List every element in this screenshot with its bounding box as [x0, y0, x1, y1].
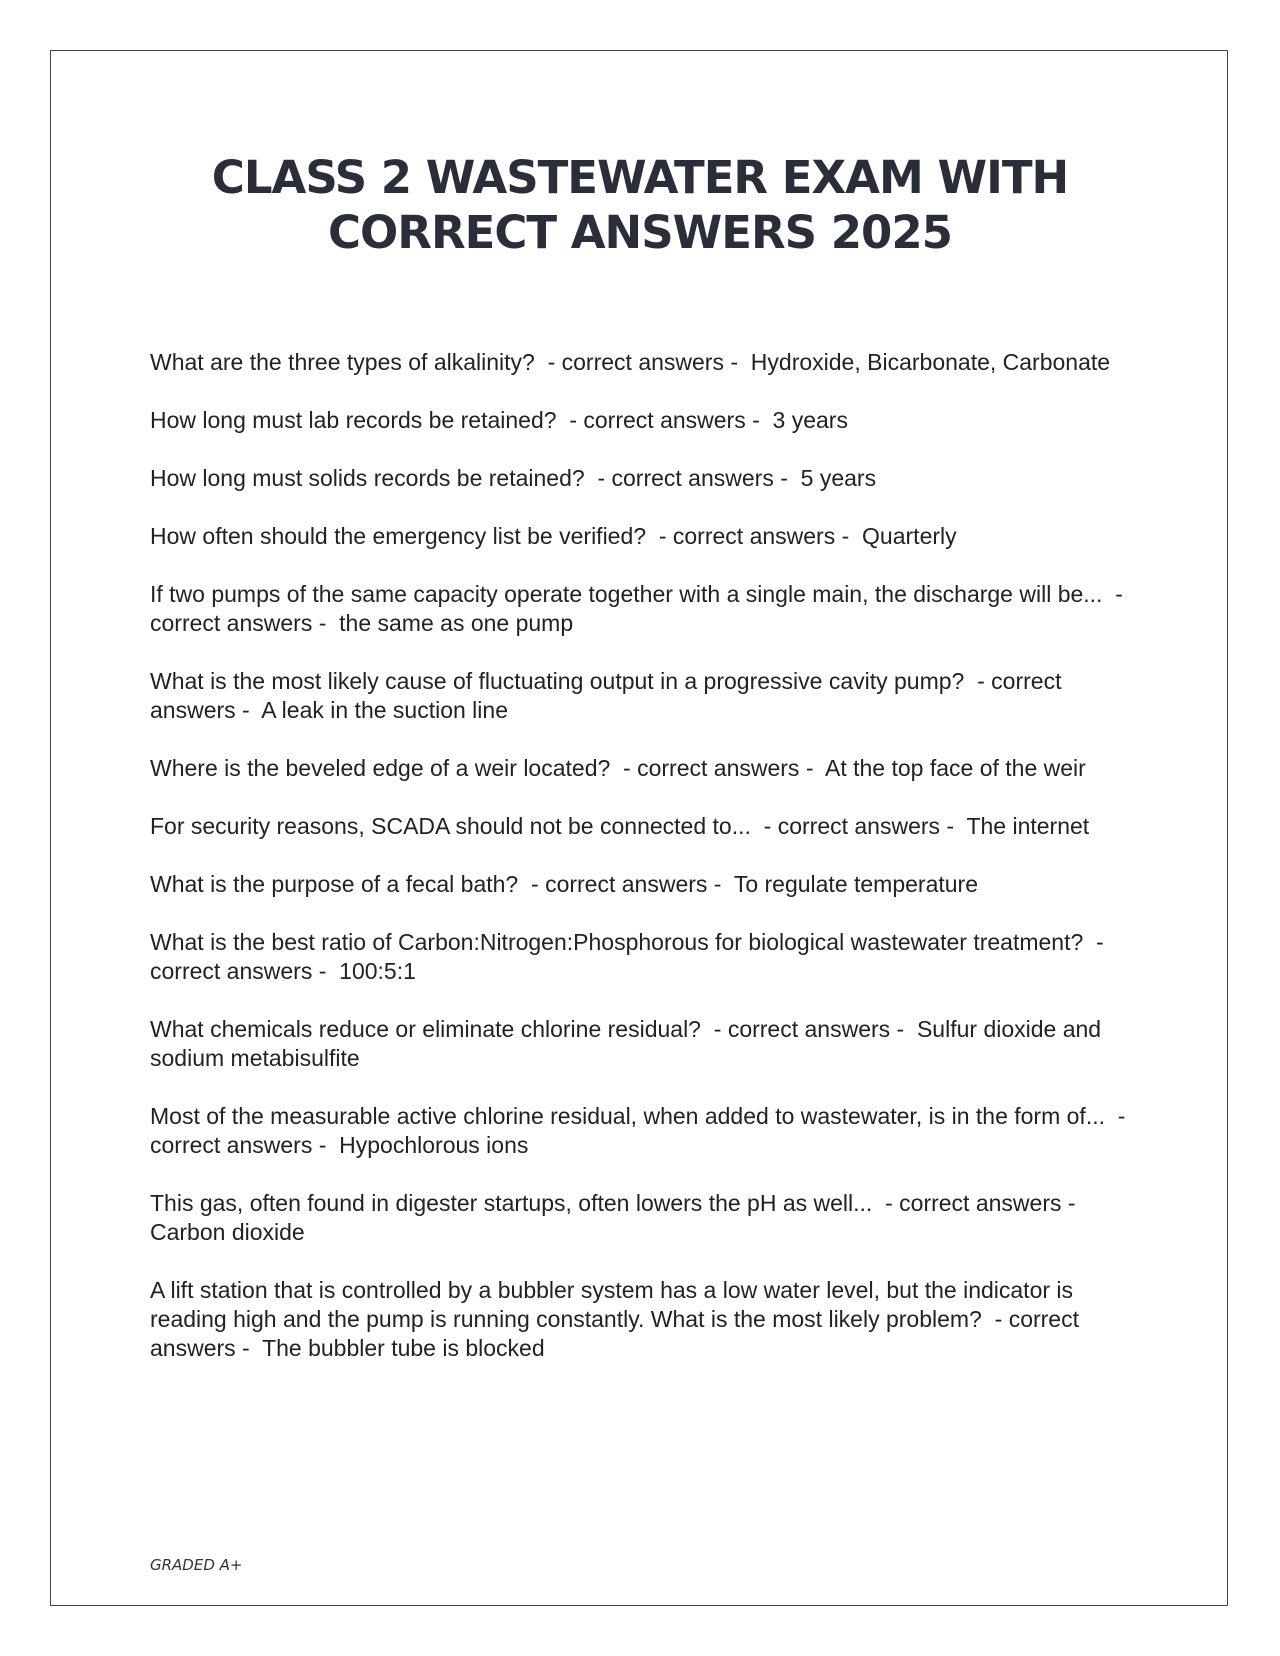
answer-text: Quarterly — [862, 523, 957, 549]
title-line-1: CLASS 2 WASTEWATER EXAM WITH — [211, 151, 1069, 204]
qa-item — [150, 1276, 1135, 1363]
qa-item — [150, 580, 1135, 638]
question-text: How long must lab records be retained? — [150, 407, 557, 433]
qa-item — [150, 1102, 1135, 1160]
question-text: What is the purpose of a fecal bath? — [150, 871, 519, 897]
question-text: A lift station that is controlled by a bubbler system has a low water level, but the indicator is reading high and the pump is running constantly. What is the most likely problem? — [150, 1277, 1080, 1332]
answer-text: A leak in the suction line — [261, 697, 508, 723]
answer-text: Sulfur dioxide and sodium metabisulfite — [150, 1016, 1108, 1071]
answer-text: The internet — [966, 813, 1090, 839]
qa-item — [150, 754, 1135, 783]
answer-separator: - correct answers - — [150, 1103, 1132, 1158]
qa-list — [150, 348, 1135, 1392]
answer-text: Hypochlorous ions — [339, 1132, 529, 1158]
answer-text: 5 years — [800, 465, 877, 491]
qa-item — [150, 928, 1135, 986]
question-text: What is the most likely cause of fluctuating output in a progressive cavity pump? — [150, 668, 965, 694]
answer-text: The bubbler tube is blocked — [262, 1335, 545, 1361]
qa-item — [150, 522, 1135, 551]
answer-separator: - correct answers - — [750, 813, 967, 839]
qa-item — [150, 812, 1135, 841]
title-line-2: CORRECT ANSWERS 2025 — [328, 206, 952, 259]
qa-item — [150, 1189, 1135, 1247]
answer-text: At the top face of the weir — [825, 755, 1086, 781]
question-text: What chemicals reduce or eliminate chlorine residual? — [150, 1016, 701, 1042]
answer-separator: - correct answers - — [150, 581, 1130, 636]
answer-separator: - correct answers - — [556, 407, 773, 433]
answer-text: the same as one pump — [339, 610, 574, 636]
question-text: If two pumps of the same capacity operate together with a single main, the discharge will be... — [150, 581, 1103, 607]
answer-text: 100:5:1 — [339, 958, 416, 984]
answer-separator: - correct answers - — [700, 1016, 917, 1042]
qa-item — [150, 348, 1135, 377]
question-text: How often should the emergency list be verified? — [150, 523, 647, 549]
question-text: For security reasons, SCADA should not be connected to... — [150, 813, 751, 839]
answer-separator: - correct answers - — [150, 1306, 1086, 1361]
document-title — [100, 150, 1180, 260]
answer-separator: - correct answers - — [518, 871, 734, 897]
answer-separator: - correct answers - — [150, 929, 1111, 984]
answer-separator: - correct answers - — [872, 1190, 1089, 1216]
question-text: What is the best ratio of Carbon:Nitrogen:Phosphorous for biological wastewater treatment? — [150, 929, 1084, 955]
question-text: This gas, often found in digester startups, often lowers the pH as well... — [150, 1190, 873, 1216]
answer-separator: - correct answers - — [646, 523, 863, 549]
answer-text: 3 years — [772, 407, 848, 433]
qa-item — [150, 870, 1135, 899]
qa-item — [150, 406, 1135, 435]
answer-text: Carbon dioxide — [150, 1219, 305, 1245]
footer-grade: GRADED A+ — [150, 1556, 243, 1574]
question-text: How long must solids records be retained? — [150, 465, 585, 491]
answer-separator: - correct answers - — [584, 465, 801, 491]
answer-separator: - correct answers - — [610, 755, 825, 781]
question-text: Where is the beveled edge of a weir located? — [150, 755, 611, 781]
answer-separator: - correct answers - — [150, 668, 1068, 723]
question-text: Most of the measurable active chlorine residual, when added to wastewater, is in the form of... — [150, 1103, 1105, 1129]
qa-item — [150, 667, 1135, 725]
answer-separator: - correct answers - — [534, 349, 751, 375]
qa-item — [150, 464, 1135, 493]
answer-text: Hydroxide, Bicarbonate, Carbonate — [750, 349, 1111, 375]
qa-item — [150, 1015, 1135, 1073]
answer-text: To regulate temperature — [733, 871, 979, 897]
question-text: What are the three types of alkalinity? — [150, 349, 535, 375]
